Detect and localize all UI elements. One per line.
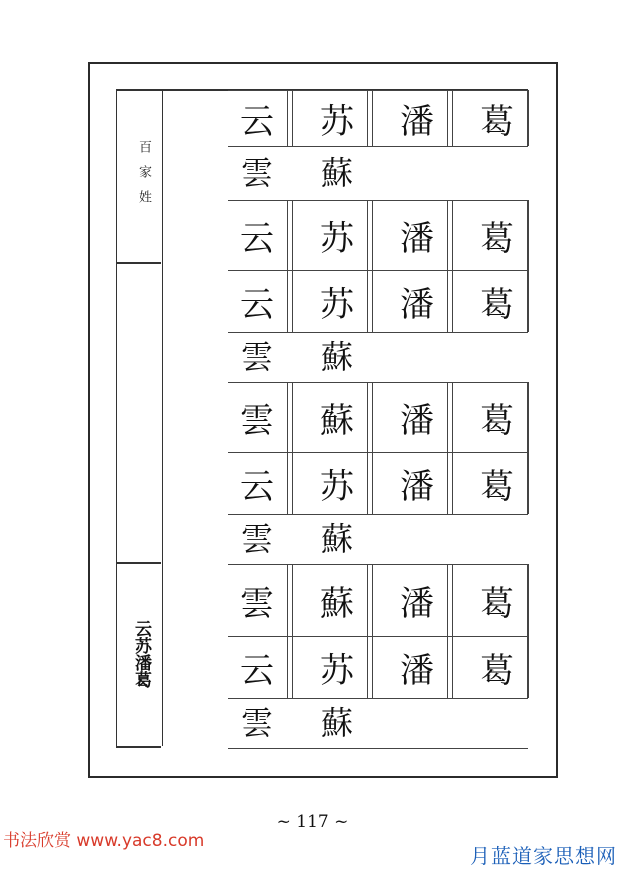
row-rule (228, 270, 528, 271)
calligraphy-glyph: 潘 (400, 285, 434, 325)
calligraphy-glyph: 葛 (480, 285, 514, 325)
calligraphy-glyph: 潘 (400, 467, 434, 507)
column-rule (287, 452, 288, 514)
column-rule (367, 564, 368, 636)
calligraphy-glyph: 云 (240, 102, 274, 142)
row-rule (228, 200, 528, 201)
column-rule (287, 90, 288, 146)
row-rule (228, 698, 528, 699)
column-rule (528, 200, 529, 270)
side-divider (116, 262, 161, 264)
column-rule (528, 564, 529, 636)
column-rule (447, 452, 448, 514)
column-rule (372, 200, 373, 270)
column-rule (292, 564, 293, 636)
column-rule (292, 382, 293, 452)
column-rule (372, 636, 373, 698)
calligraphy-glyph: 潘 (400, 651, 434, 691)
page-number: ~ 117 ~ (276, 812, 349, 832)
column-rule (528, 636, 529, 698)
calligraphy-glyph: 云 (240, 219, 274, 259)
column-rule (287, 382, 288, 452)
column-rule (292, 200, 293, 270)
calligraphy-glyph: 雲 (240, 584, 274, 624)
row-rule (228, 564, 528, 565)
column-rule (528, 382, 529, 452)
row-rule (228, 146, 528, 147)
column-rule (528, 270, 529, 332)
side-divider-bottom (116, 746, 161, 748)
calligraphy-glyph: 苏 (320, 467, 354, 507)
calligraphy-glyph: 葛 (480, 584, 514, 624)
calligraphy-glyph: 蘇 (321, 154, 354, 192)
column-rule (452, 270, 453, 332)
watermark-right: 月蓝道家思想网 (470, 844, 617, 868)
watermark-left: 书法欣赏 www.yac8.com (3, 831, 205, 851)
calligraphy-glyph: 雲 (241, 154, 274, 192)
column-rule (367, 452, 368, 514)
column-rule (367, 90, 368, 146)
calligraphy-glyph: 苏 (320, 651, 354, 691)
column-rule (372, 452, 373, 514)
row-rule (228, 514, 528, 515)
column-rule (372, 270, 373, 332)
book-title: 百家姓 (136, 140, 151, 215)
row-rule (228, 382, 528, 383)
row-rule (228, 452, 528, 453)
calligraphy-glyph: 云 (240, 651, 274, 691)
calligraphy-glyph: 潘 (400, 219, 434, 259)
column-rule (292, 90, 293, 146)
calligraphy-glyph: 云 (240, 285, 274, 325)
column-rule (372, 382, 373, 452)
calligraphy-glyph: 葛 (480, 401, 514, 441)
column-rule (452, 382, 453, 452)
column-rule (292, 452, 293, 514)
column-rule (528, 452, 529, 514)
calligraphy-glyph: 葛 (480, 219, 514, 259)
column-rule (447, 382, 448, 452)
column-rule (287, 564, 288, 636)
calligraphy-glyph: 蘇 (320, 584, 354, 624)
calligraphy-glyph: 苏 (320, 102, 354, 142)
column-rule (447, 90, 448, 146)
row-rule (228, 636, 528, 637)
calligraphy-glyph: 潘 (400, 401, 434, 441)
column-rule (372, 90, 373, 146)
calligraphy-glyph: 苏 (320, 219, 354, 259)
calligraphy-glyph: 潘 (400, 102, 434, 142)
column-rule (367, 200, 368, 270)
column-rule (367, 636, 368, 698)
calligraphy-glyph: 蘇 (321, 704, 354, 742)
column-rule (367, 382, 368, 452)
row-rule (228, 332, 528, 333)
column-rule (372, 564, 373, 636)
row-rule (228, 748, 528, 749)
calligraphy-glyph: 雲 (241, 338, 274, 376)
column-rule (447, 564, 448, 636)
calligraphy-glyph: 蘇 (320, 401, 354, 441)
calligraphy-glyph: 雲 (240, 401, 274, 441)
column-rule (447, 270, 448, 332)
column-rule (292, 270, 293, 332)
column-rule (528, 90, 529, 146)
row-rule (228, 90, 528, 91)
side-divider-lower (116, 562, 161, 564)
column-rule (447, 636, 448, 698)
column-rule (447, 200, 448, 270)
calligraphy-glyph: 蘇 (321, 520, 354, 558)
calligraphy-glyph: 葛 (480, 467, 514, 507)
column-rule (452, 90, 453, 146)
column-rule (452, 636, 453, 698)
column-rule (452, 564, 453, 636)
column-rule (287, 636, 288, 698)
calligraphy-glyph: 潘 (400, 584, 434, 624)
column-rule (287, 200, 288, 270)
calligraphy-glyph: 蘇 (321, 338, 354, 376)
column-rule (287, 270, 288, 332)
calligraphy-glyph: 苏 (320, 285, 354, 325)
column-rule (452, 200, 453, 270)
column-rule (367, 270, 368, 332)
calligraphy-glyph: 雲 (241, 704, 274, 742)
section-label: 云苏潘葛 (131, 620, 151, 688)
calligraphy-glyph: 雲 (241, 520, 274, 558)
column-rule (292, 636, 293, 698)
column-rule (452, 452, 453, 514)
calligraphy-glyph: 葛 (480, 102, 514, 142)
calligraphy-glyph: 云 (240, 467, 274, 507)
calligraphy-glyph: 葛 (480, 651, 514, 691)
